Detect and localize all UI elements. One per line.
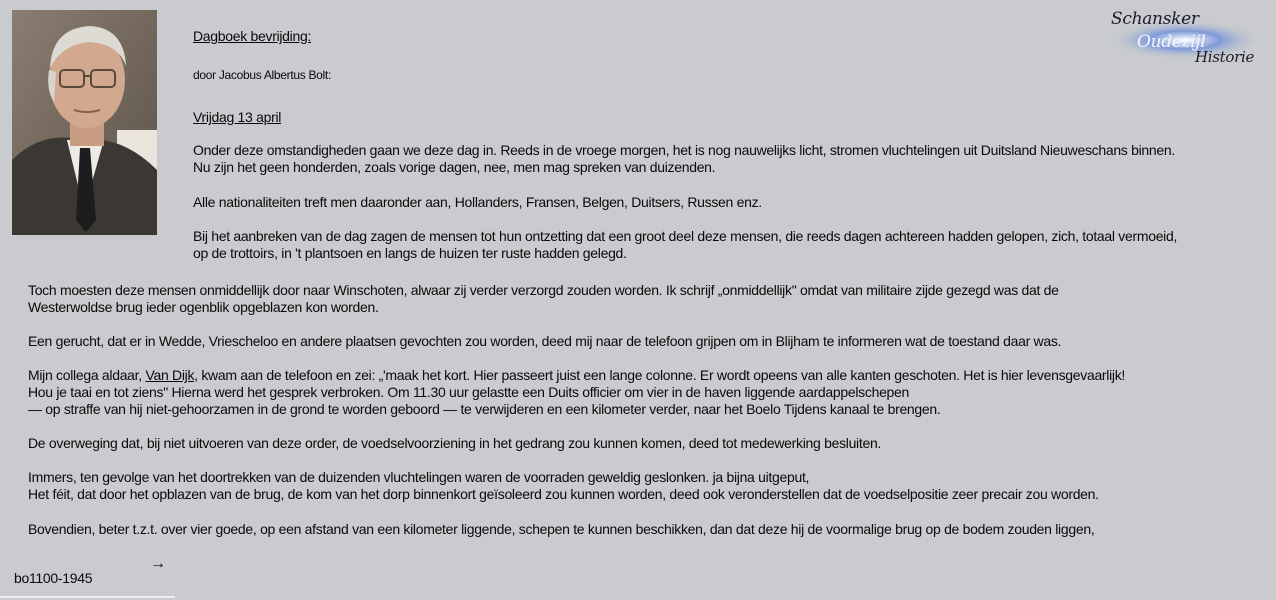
paragraph-2: Alle nationaliteiten treft men daaronder aan, Hollanders, Fransen, Belgen, Duitsers, Russen enz. [193, 194, 762, 210]
next-page-arrow-icon[interactable]: → [150, 555, 166, 572]
paragraph-4-line-2: Westerwoldse brug ieder ogenblik opgeblazen kon worden. [28, 299, 379, 315]
paragraph-8-line-1: Immers, ten gevolge van het doortrekken van de duizenden vluchtelingen waren de voorraden geweldig geslonken. ja bijna uitgeput, [28, 469, 810, 485]
author-portrait [12, 10, 157, 235]
logo-line-2: Oudezijl [1137, 32, 1206, 52]
paragraph-3-line-1: Bij het aanbreken van de dag zagen de mensen tot hun ontzetting dat een groot deel deze mensen, die reeds dagen achtereen hadden gelopen, zich, totaal vermoeid, [193, 228, 1178, 244]
schansker-oudezijl-historie-logo [1103, 4, 1268, 68]
paragraph-3-line-2: op de trottoirs, in 't plantsoen en langs de huizen ter ruste hadden gelegd. [193, 245, 627, 261]
divider [0, 596, 175, 598]
page-title: Dagboek bevrijding: [193, 28, 312, 44]
author-line: door Jacobus Albertus Bolt: [193, 68, 331, 82]
paragraph-1-line-1: Onder deze omstandigheden gaan we deze dag in. Reeds in de vroege morgen, het is nog nauwelijks licht, stromen vluchtelingen uit Duitsland Nieuweschans binnen. [193, 142, 1175, 158]
paragraph-6-line-2: Hou je taai en tot ziens" Hierna werd het gesprek verbroken. Om 11.30 uur gelastte een Duits officier om vier in de haven liggende aardappelschepen [28, 384, 910, 400]
van-dijk-link[interactable]: Van Dijk, [145, 367, 198, 383]
paragraph-8-line-2: Het féit, dat door het opblazen van de brug, de kom van het dorp binnenkort geïsoleerd zou kunnen worden, deed ook veronderstellen dat de voedselpositie zeer precair zou worden. [28, 486, 1099, 502]
document-code: bo1100-1945 [14, 570, 93, 586]
paragraph-6-line-3: — op straffe van hij niet-gehoorzamen in de grond te worden geboord — te verwijderen en een kilometer verder, naar het Boelo Tijdens kanaal te brengen. [28, 401, 941, 417]
paragraph-6-line-1 [28, 367, 1125, 384]
paragraph-7: De overweging dat, bij niet uitvoeren van deze order, de voedselvoorziening in het gedrang zou kunnen komen, deed tot medewerking besluiten. [28, 435, 882, 451]
paragraph-4-line-1: Toch moesten deze mensen onmiddellijk door naar Winschoten, alwaar zij verder verzorgd zouden worden. Ik schrijf „onmiddellijk" omdat van militaire zijde gezegd was dat de [28, 282, 1059, 298]
logo-line-3: Historie [1195, 48, 1255, 66]
entry-date: Vrijdag 13 april [193, 109, 282, 125]
paragraph-6-pre: Mijn collega aldaar, [28, 367, 146, 383]
paragraph-6-post: kwam aan de telefoon en zei: „'maak het kort. Hier passeert juist een lange colonne. Er wordt opeens van alle kanten geschoten. Het is hier levensgevaarlijk! [197, 367, 1126, 383]
logo-line-1: Schansker [1111, 9, 1199, 29]
paragraph-5: Een gerucht, dat er in Wedde, Vriescheloo en andere plaatsen gevochten zou worden, deed mij naar de telefoon grijpen om in Blijham te informeren wat de toestand daar was. [28, 333, 1062, 349]
paragraph-1-line-2: Nu zijn het geen honderden, zoals vorige dagen, nee, men mag spreken van duizenden. [193, 159, 716, 175]
paragraph-9: Bovendien, beter t.z.t. over vier goede, op een afstand van een kilometer liggende, schepen te kunnen beschikken, dan dat deze hij de voormalige brug op de bodem zouden liggen, [28, 521, 1095, 537]
